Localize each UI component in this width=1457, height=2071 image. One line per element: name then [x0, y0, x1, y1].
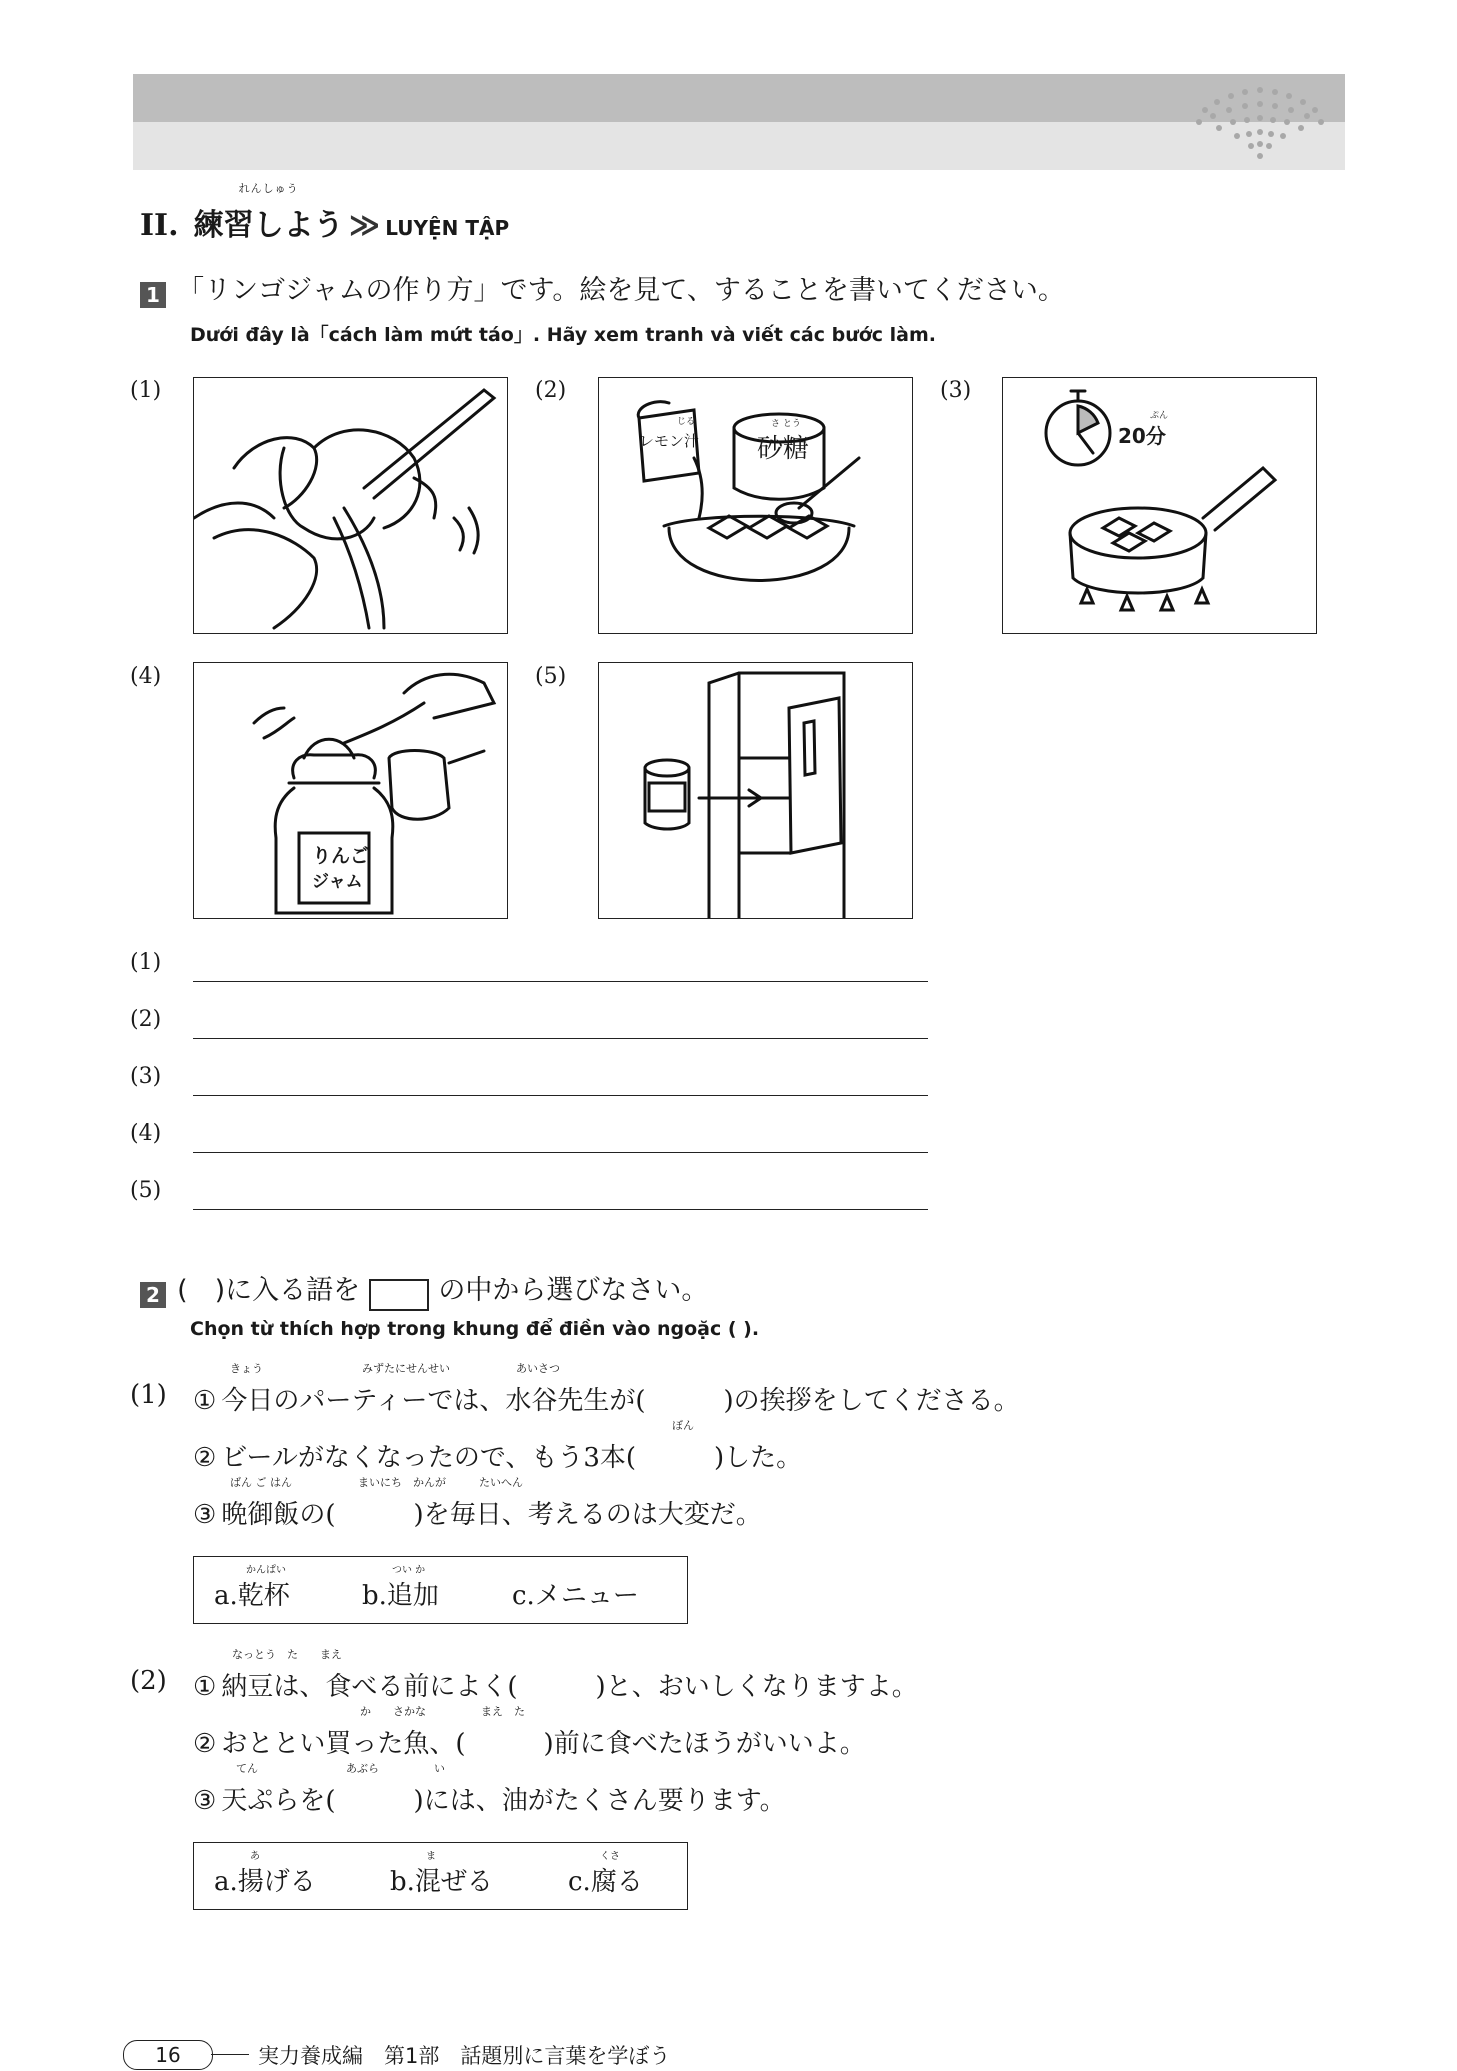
exercise2-instruction-post: の中から選びなさい。: [438, 1275, 709, 1306]
figure-2-mixing-bowl: [598, 377, 913, 634]
figure-1-peeling-apple: [193, 377, 508, 634]
group1-item-3: ③ 晩御飯の( )を毎日、考えるのは大変だ。: [193, 1500, 762, 1530]
section-heading: [140, 182, 510, 260]
exercise2-instruction: [140, 1268, 708, 1311]
group1-item-1-ruby: きょう みずたにせんせい あいさつ: [230, 1362, 560, 1375]
answer-line-4[interactable]: [193, 1151, 928, 1153]
exercise2-number-badge: 2: [140, 1282, 166, 1308]
figure-5-refrigerator: [598, 662, 913, 919]
footer-rule: [211, 2054, 249, 2055]
answer-label-1: (1): [130, 950, 162, 975]
timer-label: 20分: [1118, 424, 1166, 448]
figure-label-5: (5): [535, 664, 567, 689]
figure-label-2: (2): [535, 378, 567, 403]
group2-choice-a: a.揚げる: [214, 1867, 316, 1897]
group2-label: (2): [130, 1666, 167, 1696]
group2-item-3: ③ 天ぷらを( )には、油がたくさん要ります。: [193, 1786, 786, 1816]
group1-label: (1): [130, 1380, 167, 1410]
answer-label-3: (3): [130, 1064, 162, 1089]
group2-choice-b: b.混ぜる: [390, 1867, 493, 1897]
figure-4-jar-filling: [193, 662, 508, 919]
figure-3-cooking-pot: [1002, 377, 1317, 634]
section-roman-numeral: II.: [140, 208, 179, 243]
answer-line-2[interactable]: [193, 1037, 928, 1039]
exercise1-instruction-vn: Dưới đây là「cách làm mứt táo」. Hãy xem tranh và viết các bước làm.: [190, 324, 937, 346]
group1-item-3-ruby: ばん ご はん まいにち かんが たいへん: [230, 1476, 523, 1489]
group1-choice-b-ruby: つい か: [392, 1565, 426, 1576]
answer-label-4: (4): [130, 1121, 162, 1146]
page-number: 16: [123, 2040, 213, 2070]
exercise1-instruction: [140, 268, 1065, 308]
group1-item-1: ① 今日のパーティーでは、水谷先生が( )の挨拶をしてくださる。: [193, 1386, 1020, 1416]
section-title-ruby: れんしゅう: [238, 182, 299, 195]
answer-label-2: (2): [130, 1007, 162, 1032]
exercise1-instruction-jp: 「リンゴジャムの作り方」です。絵を見て、することを書いてください。: [177, 275, 1065, 306]
answer-line-5[interactable]: [193, 1208, 928, 1210]
group2-choice-box: [193, 1842, 688, 1910]
chevron-icon: ≫: [348, 208, 381, 243]
header-band: [133, 74, 1345, 170]
group2-choice-b-ruby: ま: [426, 1851, 436, 1862]
exercise1-number-badge: 1: [140, 282, 166, 308]
answer-line-1[interactable]: [193, 980, 928, 982]
figure-label-1: (1): [130, 378, 162, 403]
figure-label-3: (3): [940, 378, 972, 403]
jar-label-line2: ジャム: [312, 872, 363, 892]
group2-item-3-ruby: てん あぶら い: [236, 1762, 445, 1775]
timer-ruby: ぷん: [1150, 411, 1169, 421]
group1-choice-a-ruby: かんぱい: [246, 1565, 286, 1576]
lemon-juice-ruby: じる: [677, 417, 696, 427]
answer-label-5: (5): [130, 1178, 162, 1203]
group1-choice-a: a.乾杯: [214, 1581, 290, 1611]
jar-label-line1: りんご: [312, 845, 370, 867]
figure-label-4: (4): [130, 664, 162, 689]
section-title-vn: LUYỆN TẬP: [385, 216, 510, 240]
inline-frame-icon: [369, 1279, 429, 1311]
group1-item-2: ② ビールがなくなったので、もう3本( )した。: [193, 1443, 803, 1473]
section-title-jp: 練習しよう: [193, 208, 344, 243]
group2-choice-c-ruby: くさ: [600, 1851, 620, 1862]
answer-line-3[interactable]: [193, 1094, 928, 1096]
sugar-label: 砂糖: [757, 434, 810, 464]
group2-choice-a-ruby: あ: [250, 1851, 260, 1862]
group1-choice-b: b.追加: [362, 1581, 439, 1611]
group2-item-1: ① 納豆は、食べる前によく( )と、おいしくなりますよ。: [193, 1672, 918, 1702]
footer-title: 実力養成編 第1部 話題別に言葉を学ぼう: [258, 2044, 671, 2068]
group2-item-2: ② おととい買った魚、( )前に食べたほうがいいよ。: [193, 1729, 866, 1759]
lemon-juice-label: レモン汁: [639, 432, 700, 450]
sugar-ruby: さ とう: [771, 419, 801, 429]
dot-pattern-decoration: [1185, 80, 1335, 164]
group1-item-2-ruby: ぼん: [672, 1419, 694, 1432]
group2-choice-c: c.腐る: [568, 1867, 643, 1897]
group2-item-1-ruby: なっとう た まえ: [232, 1648, 342, 1661]
group1-choice-box: [193, 1556, 688, 1624]
exercise2-instruction-vn: Chọn từ thích hợp trong khung để điền vào ngoặc ( ).: [190, 1318, 760, 1340]
group1-choice-c: c.メニュー: [512, 1581, 639, 1611]
group2-item-2-ruby: か さかな まえ た: [360, 1705, 525, 1718]
exercise2-instruction-pre: ( )に入る語を: [177, 1275, 361, 1306]
